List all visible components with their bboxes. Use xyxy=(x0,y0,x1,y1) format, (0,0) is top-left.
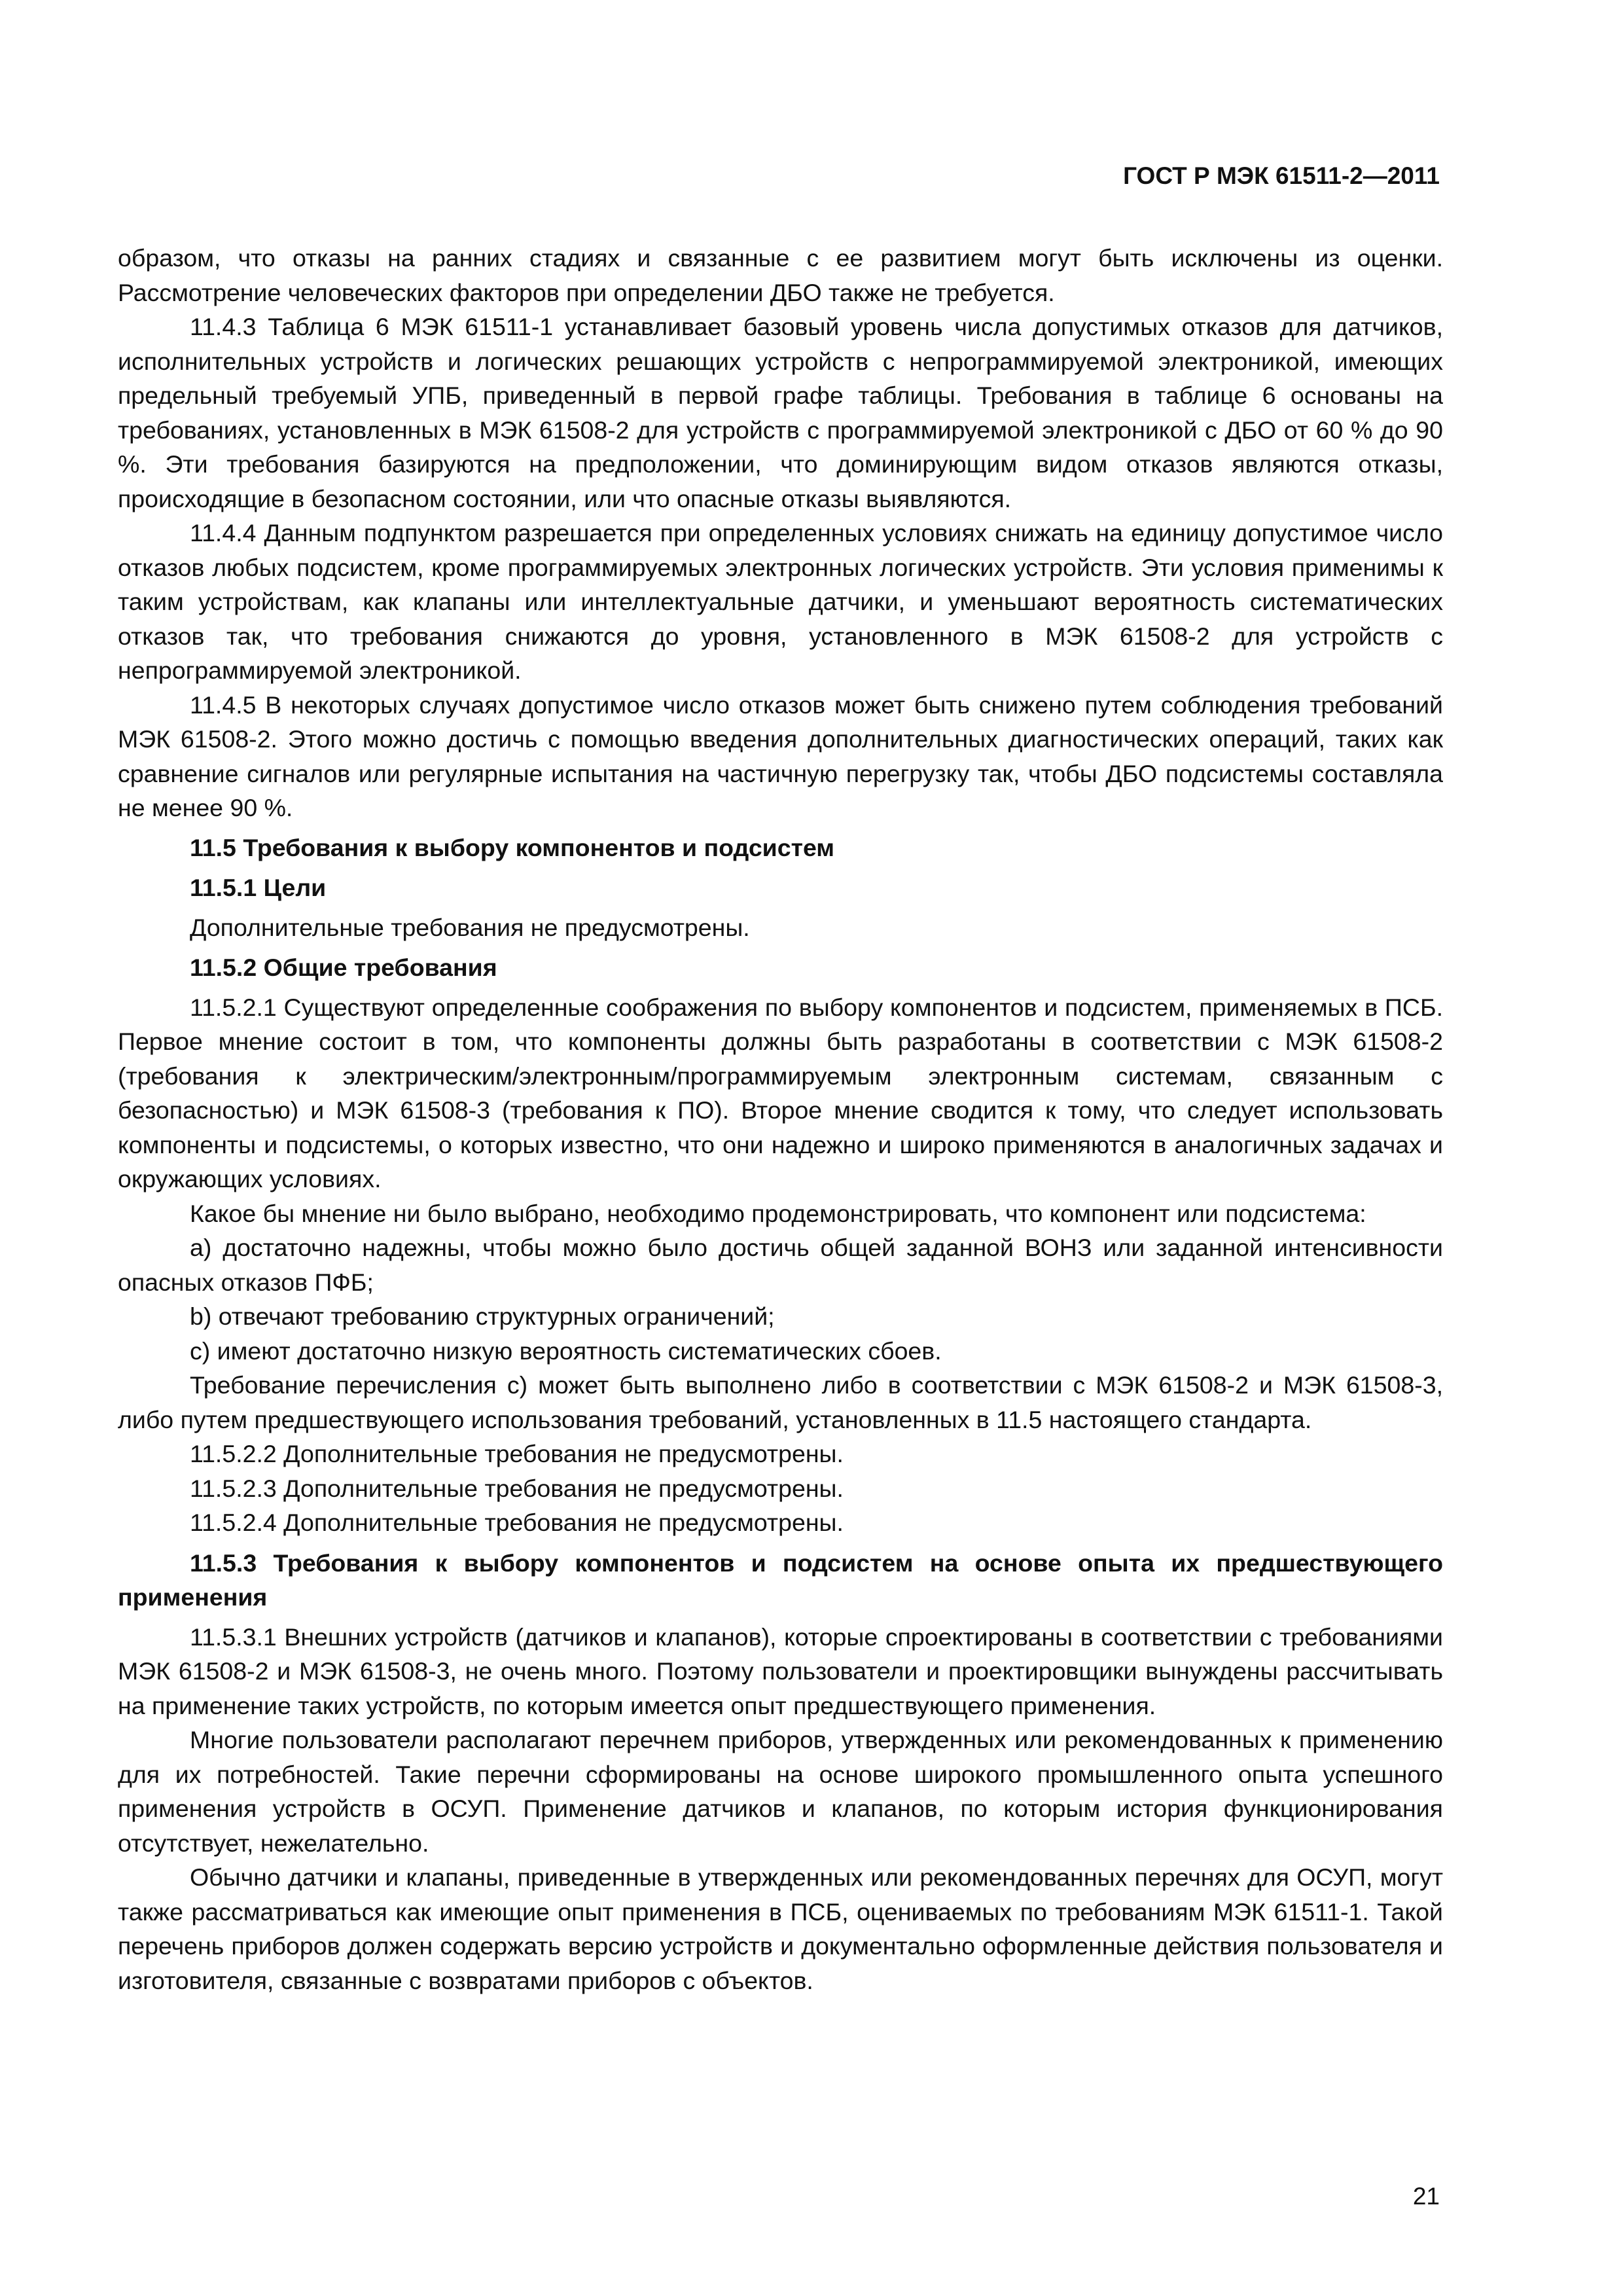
paragraph: Требование перечисления c) может быть выполнено либо в соответствии с МЭК 61508-2 и МЭК 61508-3, либо путем предшествующего использования требований, установленных в 11.5 настоящего стандарта. xyxy=(118,1371,1443,1433)
paragraph-11-4-4: 11.4.4 Данным подпунктом разрешается при определенных условиях снижать на единицу допустимое число отказов любых подсистем, кроме программируемых электронных логических устройств. Эти условия применимы к таким устройствам, как клапаны или интеллектуальные датчики, и уменьшают вероятность систематических отказов так, что требования снижаются до уровня, установленного в МЭК 61508-2 для устройств с непрограммируемой электроникой. xyxy=(118,519,1443,684)
paragraph-11-4-3: 11.4.3 Таблица 6 МЭК 61511-1 устанавливает базовый уровень числа допустимых отказов для датчиков, исполнительных устройств и логических решающих устройств с непрограммируемой электроникой, имеющих предельный требуемый УПБ, приведенный в первой графе таблицы. Требования в таблице 6 основаны на требованиях, установленных в МЭК 61508-2 для устройств с программируемой электроникой с ДБО от 60 % до 90 %. Эти требования базируются на предположении, что доминирующим видом отказов являются отказы, происходящие в безопасном состоянии, или что опасные отказы выявляются. xyxy=(118,313,1443,512)
list-item-b: b) отвечают требованию структурных ограничений; xyxy=(190,1302,775,1330)
paragraph: Многие пользователи располагают перечнем приборов, утвержденных или рекомендованных к применению для их потребностей. Такие перечни сформированы на основе широкого промышленного опыта успешного применения устройств в ОСУП. Применение датчиков и клапанов, по которым история функционирования отсутствует, нежелательно. xyxy=(118,1726,1443,1857)
section-heading-11-5-3: 11.5.3 Требования к выбору компонентов и подсистем на основе опыта их предшествующего применения xyxy=(118,1549,1443,1611)
section-heading-11-5: 11.5 Требования к выбору компонентов и подсистем xyxy=(190,833,835,861)
section-heading-11-5-1: 11.5.1 Цели xyxy=(190,874,327,901)
section-heading-11-5-2: 11.5.2 Общие требования xyxy=(190,954,497,981)
paragraph: Дополнительные требования не предусмотрены. xyxy=(190,913,750,941)
paragraph-11-5-3-1: 11.5.3.1 Внешних устройств (датчиков и клапанов), которые спроектированы в соответствии с требованиями МЭК 61508-2 и МЭК 61508-3, не очень много. Поэтому пользователи и проектировщики вынуждены рассчитывать на применение таких устройств, по которым имеется опыт предшествующего применения. xyxy=(118,1623,1443,1719)
page-number: 21 xyxy=(1412,2183,1440,2210)
document-body xyxy=(118,241,1443,1998)
paragraph: образом, что отказы на ранних стадиях и связанные с ее развитием могут быть исключены из оценки. Рассмотрение человеческих факторов при определении ДБО также не требуется. xyxy=(118,244,1443,306)
list-item-a: a) достаточно надежны, чтобы можно было достичь общей заданной ВОНЗ или заданной интенсивности опасных отказов ПФБ; xyxy=(118,1234,1443,1296)
paragraph-11-5-2-4: 11.5.2.4 Дополнительные требования не предусмотрены. xyxy=(190,1509,844,1536)
paragraph-11-5-2-2: 11.5.2.2 Дополнительные требования не предусмотрены. xyxy=(190,1440,844,1467)
paragraph: Обычно датчики и клапаны, приведенные в утвержденных или рекомендованных перечнях для ОСУП, могут также рассматриваться как имеющие опыт применения в ПСБ, оцениваемых по требованиям МЭК 61511-1. Такой перечень приборов должен содержать версию устройств и документально оформленные действия пользователя и изготовителя, связанные с возвратами приборов с объектов. xyxy=(118,1863,1443,1994)
paragraph-11-5-2-3: 11.5.2.3 Дополнительные требования не предусмотрены. xyxy=(190,1474,844,1502)
paragraph-11-5-2-1: 11.5.2.1 Существуют определенные соображения по выбору компонентов и подсистем, применяемых в ПСБ. Первое мнение состоит в том, что компоненты должны быть разработаны в соответствии с МЭК 61508-2 (требования к электрическим/электронным/программируемым электронным системам, связанным с безопасностью) и МЭК 61508-3 (требования к ПО). Второе мнение сводится к тому, что следует использовать компоненты и подсистемы, о которых известно, что они надежно и широко применяются в аналогичных задачах и окружающих условиях. xyxy=(118,993,1443,1193)
document-header: ГОСТ Р МЭК 61511-2—2011 xyxy=(1123,162,1440,189)
list-item-c: c) имеют достаточно низкую вероятность систематических сбоев. xyxy=(190,1336,942,1365)
paragraph-11-4-5: 11.4.5 В некоторых случаях допустимое число отказов может быть снижено путем соблюдения требований МЭК 61508-2. Этого можно достичь с помощью введения дополнительных диагностических операций, таких как сравнение сигналов или регулярные испытания на частичную перегрузку так, чтобы ДБО подсистемы составляла не менее 90 %. xyxy=(118,691,1443,821)
paragraph: Какое бы мнение ни было выбрано, необходимо продемонстрировать, что компонент или подсистема: xyxy=(190,1199,1366,1227)
